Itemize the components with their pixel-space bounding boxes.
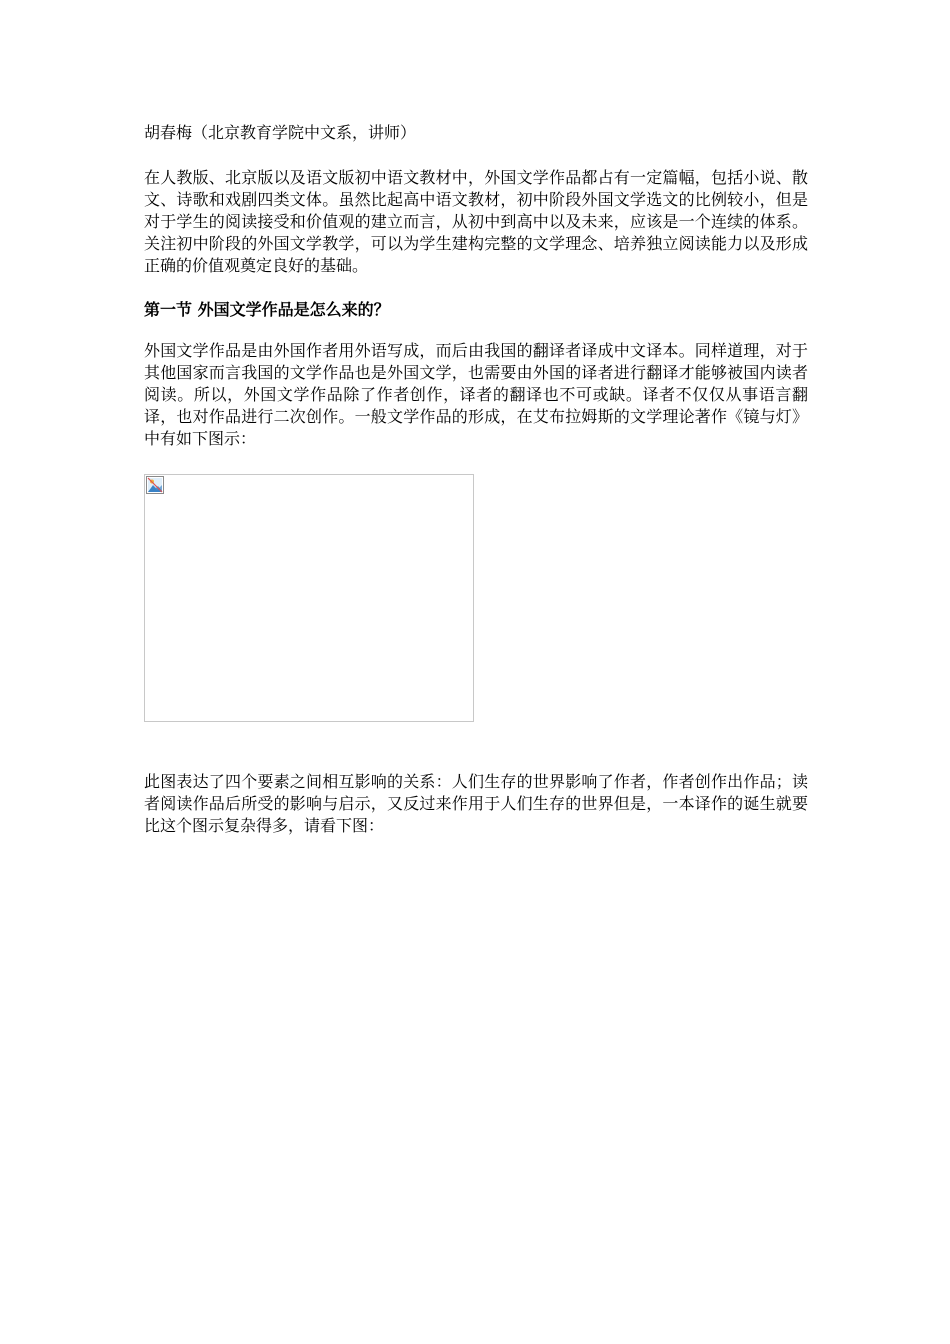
author-line: 胡春梅（北京教育学院中文系，讲师） bbox=[144, 123, 417, 142]
broken-image-icon bbox=[146, 476, 164, 494]
after-figure-paragraph: 此图表达了四个要素之间相互影响的关系：人们生存的世界影响了作者，作者创作出作品；读者阅读作品后所受的影响与启示，又反过来作用于人们生存的世界但是，一本译作的诞生就要比这个图示复杂得多，请看下图： bbox=[144, 772, 808, 835]
intro-paragraph: 在人教版、北京版以及语文版初中语文教材中，外国文学作品都占有一定篇幅，包括小说、散文、诗歌和戏剧四类文体。虽然比起高中语文教材，初中阶段外国文学选文的比例较小，但是对于学生的阅读接受和价值观的建立而言，从初中到高中以及未来，应该是一个连续的体系。关注初中阶段的外国文学教学，可以为学生建构完整的文学理念、培养独立阅读能力以及形成正确的价值观奠定良好的基础。 bbox=[144, 168, 808, 275]
document-page bbox=[144, 120, 808, 837]
section-heading: 第一节 外国文学作品是怎么来的？ bbox=[144, 300, 390, 319]
section-paragraph: 外国文学作品是由外国作者用外语写成，而后由我国的翻译者译成中文译本。同样道理，对于其他国家而言我国的文学作品也是外国文学，也需要由外国的译者进行翻译才能够被国内读者阅读。所以，外国文学作品除了作者创作，译者的翻译也不可或缺。译者不仅仅从事语言翻译，也对作品进行二次创作。一般文学作品的形成，在艾布拉姆斯的文学理论著作《镜与灯》中有如下图示： bbox=[144, 341, 808, 448]
figure-placeholder bbox=[144, 474, 474, 722]
